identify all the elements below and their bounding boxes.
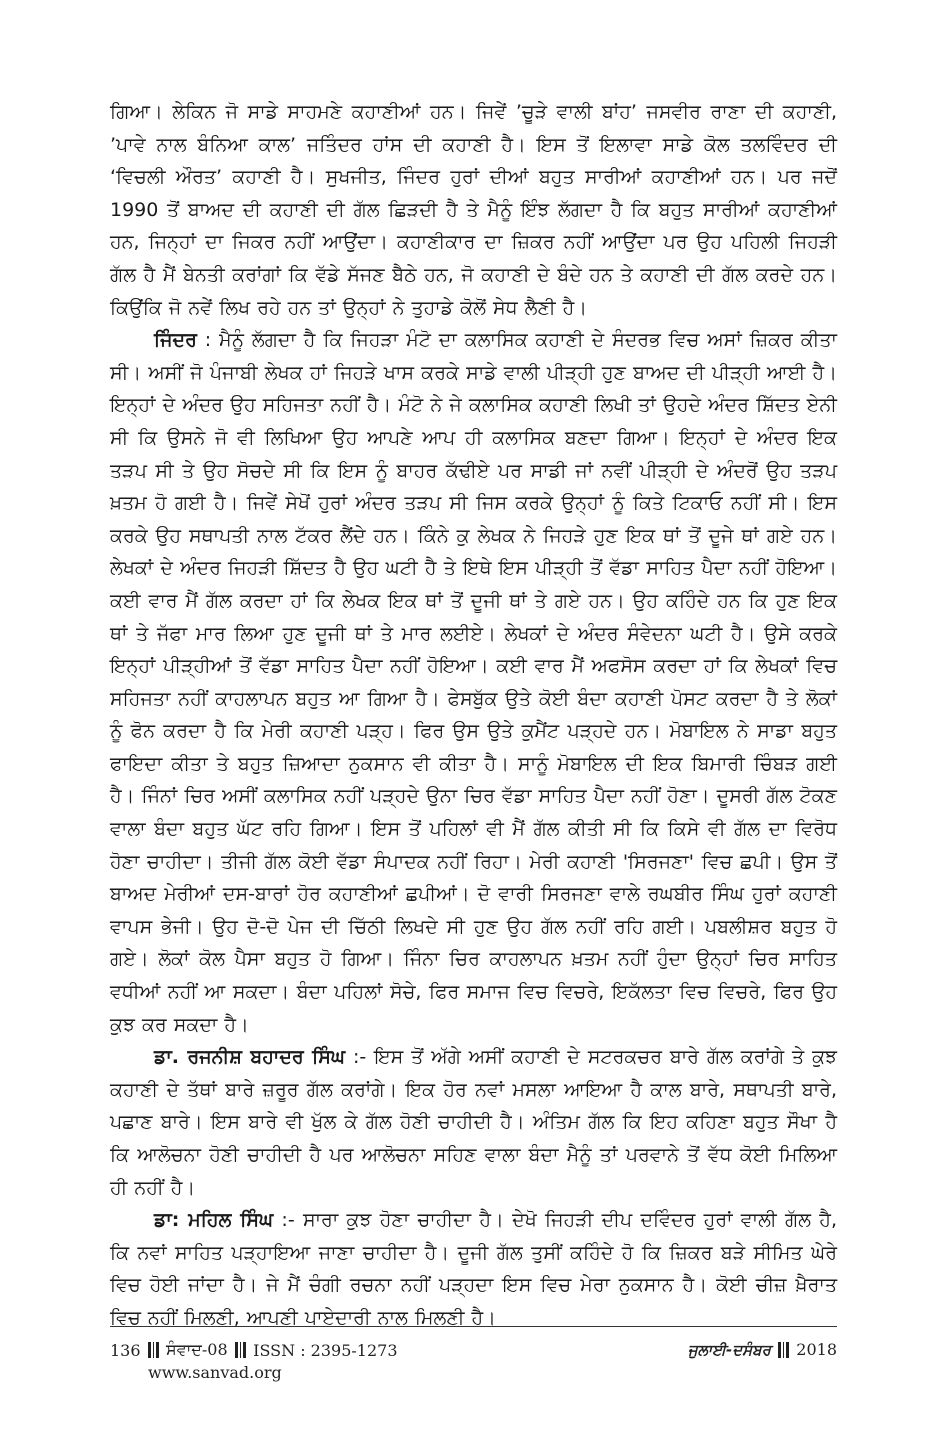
paragraph-jinder [110, 324, 837, 1041]
speaker-name: ਡਾ. ਰਜਨੀਸ਼ ਬਹਾਦਰ ਸਿੰਘ [154, 1046, 346, 1069]
speaker-text: :- ਇਸ ਤੋਂ ਅੱਗੇ ਅਸੀਂ ਕਹਾਣੀ ਦੇ ਸਟਰਕਚਰ ਬਾਰੇ ਗੱਲ ਕਰਾਂਗੇ ਤੇ ਕੁਝ ਕਹਾਣੀ ਦੇ ਤੱਥਾਂ ਬਾਰੇ ਜ਼ਰੂਰ ਗੱਲ ਕਰਾਂਗੇ। ਇਕ ਹੋਰ ਨਵਾਂ ਮਸਲਾ ਆਇਆ ਹੈ ਕਾਲ ਬਾਰੇ, ਸਥਾਪਤੀ ਬਾਰੇ, ਪਛਾਣ ਬਾਰੇ। ਇਸ ਬਾਰੇ ਵੀ ਖੁੱਲ ਕੇ ਗੱਲ ਹੋਣੀ ਚਾਹੀਦੀ ਹੈ। ਅੰਤਿਮ ਗੱਲ ਕਿ ਇਹ ਕਹਿਣਾ ਬਹੁਤ ਸੌਖਾ ਹੈ ਕਿ ਆਲੋਚਨਾ ਹੋਣੀ ਚਾਹੀਦੀ ਹੈ ਪਰ ਆਲੋਚਨਾ ਸਹਿਣ ਵਾਲਾ ਬੰਦਾ ਮੈਨੂੰ ਤਾਂ ਪਰਵਾਨੇ ਤੋਂ ਵੱਧ ਕੋਈ ਮਿਲਿਆ ਹੀ ਨਹੀਂ ਹੈ। [110, 1046, 837, 1199]
page-body [110, 96, 837, 1335]
speaker-name: ਜਿੰਦਰ [154, 329, 197, 352]
speaker-text: : ਮੈਨੂੰ ਲੱਗਦਾ ਹੈ ਕਿ ਜਿਹੜਾ ਮੰਟੋ ਦਾ ਕਲਾਸਿਕ ਕਹਾਣੀ ਦੇ ਸੰਦਰਭ ਵਿਚ ਅਸਾਂ ਜ਼ਿਕਰ ਕੀਤਾ ਸੀ। ਅਸੀਂ ਜੋ ਪੰਜਾਬੀ ਲੇਖਕ ਹਾਂ ਜਿਹੜੇ ਖਾਸ ਕਰਕੇ ਸਾਡੇ ਵਾਲੀ ਪੀੜ੍ਹੀ ਹੁਣ ਬਾਅਦ ਦੀ ਪੀੜ੍ਹੀ ਆਈ ਹੈ। ਇਨ੍ਹਾਂ ਦੇ ਅੰਦਰ ਉਹ ਸਹਿਜਤਾ ਨਹੀਂ ਹੈ। ਮੰਟੋ ਨੇ ਜੇ ਕਲਾਸਿਕ ਕਹਾਣੀ ਲਿਖੀ ਤਾਂ ਉਹਦੇ ਅੰਦਰ ਸ਼ਿੱਦਤ ਏਨੀ ਸੀ ਕਿ ਉਸਨੇ ਜੋ ਵੀ ਲਿਖਿਆ ਉਹ ਆਪਣੇ ਆਪ ਹੀ ਕਲਾਸਿਕ ਬਣਦਾ ਗਿਆ। ਇਨ੍ਹਾਂ ਦੇ ਅੰਦਰ ਇਕ ਤੜਪ ਸੀ ਤੇ ਉਹ ਸੋਚਦੇ ਸੀ ਕਿ ਇਸ ਨੂੰ ਬਾਹਰ ਕੱਢੀਏ ਪਰ ਸਾਡੀ ਜਾਂ ਨਵੀਂ ਪੀੜ੍ਹੀ ਦੇ ਅੰਦਰੋਂ ਉਹ ਤੜਪ ਖ਼ਤਮ ਹੋ ਗਈ ਹੈ। ਜਿਵੇਂ ਸੇਖੋਂ ਹੁਰਾਂ ਅੰਦਰ ਤੜਪ ਸੀ ਜਿਸ ਕਰਕੇ ਉਨ੍ਹਾਂ ਨੂੰ ਕਿਤੇ ਟਿਕਾਓ ਨਹੀਂ ਸੀ। ਇਸ ਕਰਕੇ ਉਹ ਸਥਾਪਤੀ ਨਾਲ ਟੱਕਰ ਲੈਂਦੇ ਹਨ। ਕਿੰਨੇ ਕੁ ਲੇਖਕ ਨੇ ਜਿਹੜੇ ਹੁਣ ਇਕ ਥਾਂ ਤੋਂ ਦੂਜੇ ਥਾਂ ਗਏ ਹਨ। ਲੇਖਕਾਂ ਦੇ ਅੰਦਰ ਜਿਹੜੀ ਸ਼ਿੱਦਤ ਹੈ ਉਹ ਘਟੀ ਹੈ ਤੇ ਇਥੇ ਇਸ ਪੀੜ੍ਹੀ ਤੋਂ ਵੱਡਾ ਸਾਹਿਤ ਪੈਦਾ ਨਹੀਂ ਹੋਇਆ। ਕਈ ਵਾਰ ਮੈਂ ਗੱਲ ਕਰਦਾ ਹਾਂ ਕਿ ਲੇਖਕ ਇਕ ਥਾਂ ਤੋਂ ਦੂਜੀ ਥਾਂ ਤੇ ਗਏ ਹਨ। ਉਹ ਕਹਿੰਦੇ ਹਨ ਕਿ ਹੁਣ ਇਕ ਥਾਂ ਤੇ ਜੱਫਾ ਮਾਰ ਲਿਆ ਹੁਣ ਦੂਜੀ ਥਾਂ ਤੇ ਮਾਰ ਲਈਏ। ਲੇਖਕਾਂ ਦੇ ਅੰਦਰ ਸੰਵੇਦਨਾ ਘਟੀ ਹੈ। ਉਸੇ ਕਰਕੇ ਇਨ੍ਹਾਂ ਪੀੜ੍ਹੀਆਂ ਤੋਂ ਵੱਡਾ ਸਾਹਿਤ ਪੈਦਾ ਨਹੀਂ ਹੋਇਆ। ਕਈ ਵਾਰ ਮੈਂ ਅਫਸੋਸ ਕਰਦਾ ਹਾਂ ਕਿ ਲੇਖਕਾਂ ਵਿਚ ਸਹਿਜਤਾ ਨਹੀਂ ਕਾਹਲਾਪਨ ਬਹੁਤ ਆ ਗਿਆ ਹੈ। ਫੇਸਬੁੱਕ ਉਤੇ ਕੋਈ ਬੰਦਾ ਕਹਾਣੀ ਪੋਸਟ ਕਰਦਾ ਹੈ ਤੇ ਲੋਕਾਂ ਨੂੰ ਫੋਨ ਕਰਦਾ ਹੈ ਕਿ ਮੇਰੀ ਕਹਾਣੀ ਪੜ੍ਹ। ਫਿਰ ਉਸ ਉਤੇ ਕੁਮੈਂਟ ਪੜ੍ਹਦੇ ਹਨ। ਮੋਬਾਇਲ ਨੇ ਸਾਡਾ ਬਹੁਤ ਫਾਇਦਾ ਕੀਤਾ ਤੇ ਬਹੁਤ ਜ਼ਿਆਦਾ ਨੁਕਸਾਨ ਵੀ ਕੀਤਾ ਹੈ। ਸਾਨੂੰ ਮੋਬਾਇਲ ਦੀ ਇਕ ਬਿਮਾਰੀ ਚਿੰਬੜ ਗਈ ਹੈ। ਜਿੰਨਾਂ ਚਿਰ ਅਸੀਂ ਕਲਾਸਿਕ ਨਹੀਂ ਪੜ੍ਹਦੇ ਉਨਾ ਚਿਰ ਵੱਡਾ ਸਾਹਿਤ ਪੈਦਾ ਨਹੀਂ ਹੋਣਾ। ਦੂਸਰੀ ਗੱਲ ਟੋਕਣ ਵਾਲਾ ਬੰਦਾ ਬਹੁਤ ਘੱਟ ਰਹਿ ਗਿਆ। ਇਸ ਤੋਂ ਪਹਿਲਾਂ ਵੀ ਮੈਂ ਗੱਲ ਕੀਤੀ ਸੀ ਕਿ ਕਿਸੇ ਵੀ ਗੱਲ ਦਾ ਵਿਰੋਧ ਹੋਣਾ ਚਾਹੀਦਾ। ਤੀਜੀ ਗੱਲ ਕੋਈ ਵੱਡਾ ਸੰਪਾਦਕ ਨਹੀਂ ਰਿਹਾ। ਮੇਰੀ ਕਹਾਣੀ 'ਸਿਰਜਣਾ' ਵਿਚ ਛਪੀ। ਉਸ ਤੋਂ ਬਾਅਦ ਮੇਰੀਆਂ ਦਸ-ਬਾਰਾਂ ਹੋਰ ਕਹਾਣੀਆਂ ਛਪੀਆਂ। ਦੋ ਵਾਰੀ ਸਿਰਜਣਾ ਵਾਲੇ ਰਘਬੀਰ ਸਿੰਘ ਹੁਰਾਂ ਕਹਾਣੀ ਵਾਪਸ ਭੇਜੀ। ਉਹ ਦੋ-ਦੋ ਪੇਜ ਦੀ ਚਿੱਠੀ ਲਿਖਦੇ ਸੀ ਹੁਣ ਉਹ ਗੱਲ ਨਹੀਂ ਰਹਿ ਗਈ। ਪਬਲੀਸ਼ਰ ਬਹੁਤ ਹੋ ਗਏ। ਲੋਕਾਂ ਕੋਲ ਪੈਸਾ ਬਹੁਤ ਹੋ ਗਿਆ। ਜਿੰਨਾ ਚਿਰ ਕਾਹਲਾਪਨ ਖ਼ਤਮ ਨਹੀਂ ਹੁੰਦਾ ਉਨ੍ਹਾਂ ਚਿਰ ਸਾਹਿਤ ਵਧੀਆਂ ਨਹੀਂ ਆ ਸਕਦਾ। ਬੰਦਾ ਪਹਿਲਾਂ ਸੋਚੇ, ਫਿਰ ਸਮਾਜ ਵਿਚ ਵਿਚਰੇ, ਇਕੱਲਤਾ ਵਿਚ ਵਿਚਰੇ, ਫਿਰ ਉਹ ਕੁਝ ਕਰ ਸਕਦਾ ਹੈ। [110, 329, 837, 1036]
separator-bars-icon [235, 1342, 247, 1358]
speaker-text: :- ਸਾਰਾ ਕੁਝ ਹੋਣਾ ਚਾਹੀਦਾ ਹੈ। ਦੇਖੋ ਜਿਹੜੀ ਦੀਪ ਦਵਿੰਦਰ ਹੁਰਾਂ ਵਾਲੀ ਗੱਲ ਹੈ, ਕਿ ਨਵਾਂ ਸਾਹਿਤ ਪੜ੍ਹਾਇਆ ਜਾਣਾ ਚਾਹੀਦਾ ਹੈ। ਦੂਜੀ ਗੱਲ ਤੁਸੀਂ ਕਹਿੰਦੇ ਹੋ ਕਿ ਜ਼ਿਕਰ ਬੜੇ ਸੀਮਿਤ ਘੇਰੇ ਵਿਚ ਹੋਈ ਜਾਂਦਾ ਹੈ। ਜੇ ਮੈਂ ਚੰਗੀ ਰਚਨਾ ਨਹੀਂ ਪੜ੍ਹਦਾ ਇਸ ਵਿਚ ਮੇਰਾ ਨੁਕਸਾਨ ਹੈ। ਕੋਈ ਚੀਜ਼ ਖ਼ੈਰਾਤ ਵਿਚ ਨਹੀਂ ਮਿਲਣੀ, ਆਪਣੀ ਪਾਏਦਾਰੀ ਨਾਲ ਮਿਲਣੀ ਹੈ। [110, 1209, 838, 1329]
footer-right [688, 1340, 837, 1359]
separator-bars-icon [778, 1342, 790, 1358]
paragraph-mahil [110, 1204, 837, 1334]
issue-year: 2018 [796, 1340, 837, 1359]
journal-name: ਸੰਵਾਦ-08 [166, 1340, 228, 1359]
website-link[interactable]: www.sanvad.org [148, 1363, 282, 1382]
page-number: 136 [110, 1340, 141, 1360]
footer-divider [110, 1326, 837, 1327]
paragraph-1: ਗਿਆ। ਲੇਕਿਨ ਜੋ ਸਾਡੇ ਸਾਹਮਣੇ ਕਹਾਣੀਆਂ ਹਨ। ਜਿਵੇਂ ’ਚੂੜੇ ਵਾਲੀ ਬਾਂਹ’ ਜਸਵੀਰ ਰਾਣਾ ਦੀ ਕਹਾਣੀ, ’ਪਾਵੇ ਨਾਲ ਬੰਨਿਆ ਕਾਲ’ ਜਤਿੰਦਰ ਹਾਂਸ ਦੀ ਕਹਾਣੀ ਹੈ। ਇਸ ਤੋਂ ਇਲਾਵਾ ਸਾਡੇ ਕੋਲ ਤਲਵਿੰਦਰ ਦੀ ‘ਵਿਚਲੀ ਔਰਤ’ ਕਹਾਣੀ ਹੈ। ਸੁਖਜੀਤ, ਜਿੰਦਰ ਹੁਰਾਂ ਦੀਆਂ ਬਹੁਤ ਸਾਰੀਆਂ ਕਹਾਣੀਆਂ ਹਨ। ਪਰ ਜਦੋਂ 1990 ਤੋਂ ਬਾਅਦ ਦੀ ਕਹਾਣੀ ਦੀ ਗੱਲ ਛਿੜਦੀ ਹੈ ਤੇ ਮੈਨੂੰ ਇੰਝ ਲੱਗਦਾ ਹੈ ਕਿ ਬਹੁਤ ਸਾਰੀਆਂ ਕਹਾਣੀਆਂ ਹਨ, ਜਿਨ੍ਹਾਂ ਦਾ ਜਿਕਰ ਨਹੀਂ ਆਉਂਦਾ। ਕਹਾਣੀਕਾਰ ਦਾ ਜ਼ਿਕਰ ਨਹੀਂ ਆਉਂਦਾ ਪਰ ਉਹ ਪਹਿਲੀ ਜਿਹੜੀ ਗੱਲ ਹੈ ਮੈਂ ਬੇਨਤੀ ਕਰਾਂਗਾਂ ਕਿ ਵੱਡੇ ਸੱਜਣ ਬੈਠੇ ਹਨ, ਜੋ ਕਹਾਣੀ ਦੇ ਬੰਦੇ ਹਨ ਤੇ ਕਹਾਣੀ ਦੀ ਗੱਲ ਕਰਦੇ ਹਨ। ਕਿਉਂਕਿ ਜੋ ਨਵੇਂ ਲਿਖ ਰਹੇ ਹਨ ਤਾਂ ਉਨ੍ਹਾਂ ਨੇ ਤੁਹਾਡੇ ਕੋਲੋਂ ਸੇਧ ਲੈਣੀ ਹੈ। [110, 101, 837, 319]
issn: ISSN : 2395-1273 [253, 1340, 398, 1360]
paragraph-rajnish [110, 1041, 837, 1204]
speaker-name: ਡਾ: ਮਹਿਲ ਸਿੰਘ [154, 1209, 274, 1232]
issue-months: ਜੁਲਾਈ-ਦਸੰਬਰ [687, 1340, 771, 1359]
footer-left [110, 1340, 398, 1382]
separator-bars-icon [148, 1342, 160, 1358]
